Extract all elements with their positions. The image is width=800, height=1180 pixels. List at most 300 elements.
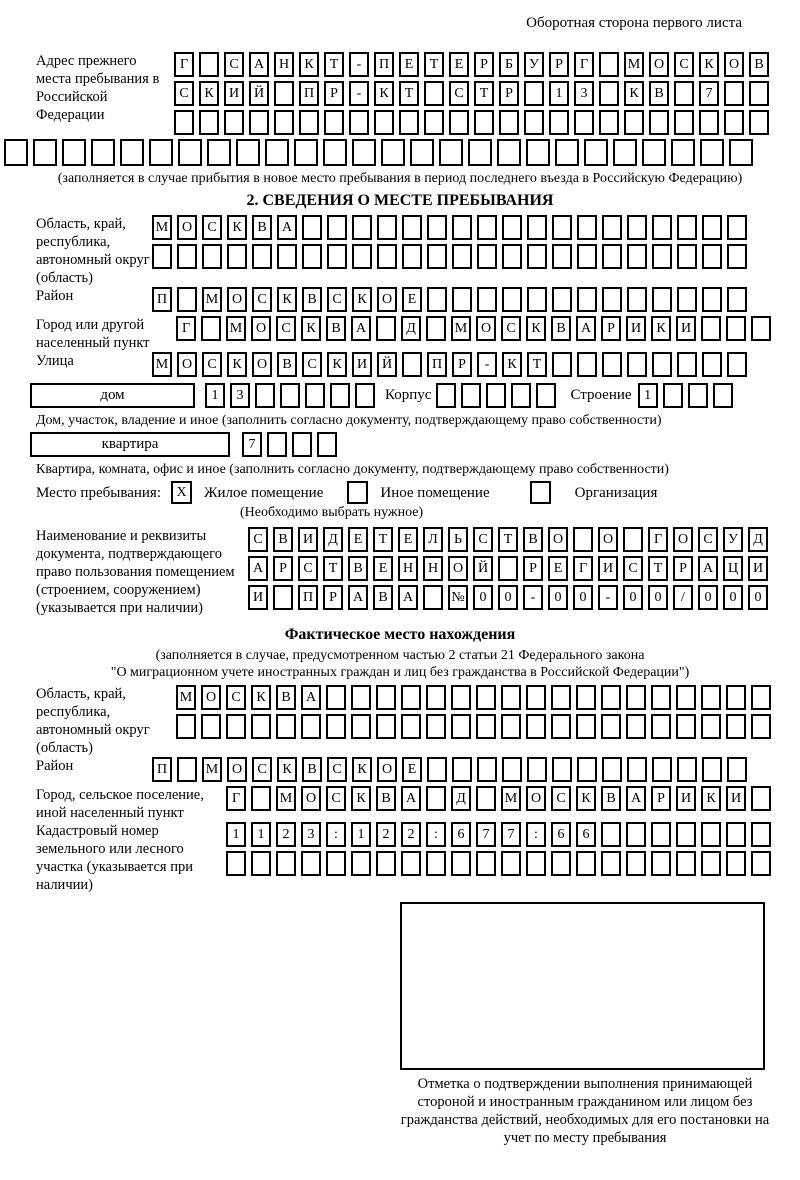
stamp-box: [400, 902, 765, 1070]
fact-city-label: Город, сельское поселение, иной населенный пункт: [36, 787, 204, 821]
char-cell: [427, 244, 447, 269]
char-cell: [177, 757, 197, 782]
char-cell: [299, 110, 319, 135]
fact-city-row: [0, 786, 800, 822]
char-cell: И: [298, 527, 318, 552]
char-cell: 2: [401, 822, 421, 847]
char-cell: [477, 244, 497, 269]
char-cell: К: [701, 786, 721, 811]
char-cell: О: [377, 757, 397, 782]
char-cell: Т: [498, 527, 518, 552]
char-cell: Е: [373, 556, 393, 581]
char-cell: А: [626, 786, 646, 811]
char-cell: [549, 110, 569, 135]
char-cell: Р: [452, 352, 472, 377]
char-cell: [402, 244, 422, 269]
char-cell: О: [377, 287, 397, 312]
char-cell: [477, 215, 497, 240]
char-cell: [577, 244, 597, 269]
char-cell: В: [273, 527, 293, 552]
char-cell: [277, 244, 297, 269]
char-cell: М: [226, 316, 246, 341]
char-cell: О: [598, 527, 618, 552]
char-cell: [427, 215, 447, 240]
char-cell: Р: [673, 556, 693, 581]
char-cell: [649, 110, 669, 135]
char-cell: Ь: [448, 527, 468, 552]
char-cell: [476, 714, 496, 739]
stay-type-label: Место пребывания:: [36, 484, 161, 501]
char-cell: М: [501, 786, 521, 811]
char-cell: 2: [376, 822, 396, 847]
char-cell: [452, 287, 472, 312]
char-cell: [227, 244, 247, 269]
char-cell: [511, 383, 531, 408]
char-cell: [302, 244, 322, 269]
char-cell: [452, 244, 472, 269]
char-cell: [4, 139, 28, 166]
char-cell: [701, 714, 721, 739]
fact-region-row: [0, 685, 800, 757]
char-cell: М: [152, 215, 172, 240]
char-cell: Т: [399, 81, 419, 106]
char-cell: 0: [723, 585, 743, 610]
char-cell: [177, 244, 197, 269]
char-cell: [599, 52, 619, 77]
char-cell: Б: [499, 52, 519, 77]
char-cell: [701, 316, 721, 341]
char-cell: [476, 851, 496, 876]
char-cell: К: [251, 685, 271, 710]
char-cell: О: [177, 352, 197, 377]
char-cell: [751, 786, 771, 811]
char-cell: [355, 383, 375, 408]
char-cell: Е: [402, 757, 422, 782]
char-cell: [426, 851, 446, 876]
city-row: [0, 316, 800, 352]
fact-region-grid-row2: [176, 714, 771, 739]
char-cell: [424, 110, 444, 135]
char-cell: А: [576, 316, 596, 341]
char-cell: [627, 757, 647, 782]
char-cell: [573, 527, 593, 552]
char-cell: А: [398, 585, 418, 610]
char-cell: [502, 215, 522, 240]
stroenie-label: Строение: [570, 387, 632, 403]
char-cell: П: [427, 352, 447, 377]
char-cell: П: [152, 287, 172, 312]
document-grid-row3: [248, 585, 768, 610]
char-cell: [576, 714, 596, 739]
char-cell: [476, 786, 496, 811]
char-cell: [677, 352, 697, 377]
char-cell: [249, 110, 269, 135]
section2-title: 2. СВЕДЕНИЯ О МЕСТЕ ПРЕБЫВАНИЯ: [246, 192, 554, 209]
char-cell: 0: [548, 585, 568, 610]
char-cell: [301, 714, 321, 739]
char-cell: И: [676, 786, 696, 811]
char-cell: 0: [648, 585, 668, 610]
cadastral-grids: [226, 822, 771, 880]
char-cell: [410, 139, 434, 166]
stroenie-grid: [638, 383, 733, 408]
fact-region-label: Область, край, республика, автономный округ (область): [36, 686, 150, 756]
char-cell: 7: [476, 822, 496, 847]
char-cell: [251, 851, 271, 876]
char-cell: [577, 352, 597, 377]
char-cell: К: [352, 757, 372, 782]
char-cell: 0: [498, 585, 518, 610]
char-cell: С: [202, 215, 222, 240]
district-label: Район: [36, 288, 74, 304]
option-label-inoe: Иное помещение: [380, 484, 490, 501]
char-cell: 0: [698, 585, 718, 610]
char-cell: [552, 352, 572, 377]
korpus-label: Корпус: [385, 387, 432, 403]
char-cell: Д: [451, 786, 471, 811]
char-cell: [377, 244, 397, 269]
char-cell: [251, 786, 271, 811]
char-cell: С: [551, 786, 571, 811]
char-cell: С: [226, 685, 246, 710]
char-cell: [461, 383, 481, 408]
char-cell: [33, 139, 57, 166]
char-cell: К: [227, 215, 247, 240]
char-cell: [62, 139, 86, 166]
char-cell: [178, 139, 202, 166]
char-cell: [676, 822, 696, 847]
char-cell: [376, 316, 396, 341]
char-cell: [452, 215, 472, 240]
char-cell: [713, 383, 733, 408]
char-cell: О: [227, 757, 247, 782]
char-cell: [613, 139, 637, 166]
district-row: [0, 287, 800, 316]
char-cell: [526, 851, 546, 876]
char-cell: Й: [377, 352, 397, 377]
char-cell: [451, 714, 471, 739]
char-cell: [577, 757, 597, 782]
char-cell: К: [374, 81, 394, 106]
char-cell: Г: [174, 52, 194, 77]
char-cell: С: [674, 52, 694, 77]
char-cell: [700, 139, 724, 166]
house-caption: Дом, участок, владение и иное (заполнить согласно документу, подтверждающему право собственности): [36, 413, 662, 428]
char-cell: [326, 714, 346, 739]
char-cell: Г: [176, 316, 196, 341]
char-cell: 7: [242, 432, 262, 457]
char-cell: [327, 244, 347, 269]
char-cell: А: [277, 215, 297, 240]
char-cell: 1: [549, 81, 569, 106]
char-cell: [377, 215, 397, 240]
char-cell: -: [349, 81, 369, 106]
char-cell: К: [502, 352, 522, 377]
char-cell: 3: [574, 81, 594, 106]
char-cell: [202, 244, 222, 269]
char-cell: [536, 383, 556, 408]
char-cell: [292, 432, 312, 457]
char-cell: [423, 585, 443, 610]
char-cell: [599, 110, 619, 135]
char-cell: [436, 383, 456, 408]
char-cell: Р: [323, 585, 343, 610]
char-cell: [751, 851, 771, 876]
char-cell: [376, 851, 396, 876]
document-row: [0, 527, 800, 617]
char-cell: [751, 685, 771, 710]
char-cell: [352, 215, 372, 240]
char-cell: [527, 757, 547, 782]
char-cell: [401, 685, 421, 710]
char-cell: [577, 287, 597, 312]
char-cell: [699, 110, 719, 135]
char-cell: [280, 383, 300, 408]
char-cell: 3: [230, 383, 250, 408]
char-cell: [477, 287, 497, 312]
char-cell: [351, 714, 371, 739]
char-cell: Н: [423, 556, 443, 581]
char-cell: [677, 215, 697, 240]
char-cell: [120, 139, 144, 166]
char-cell: Т: [527, 352, 547, 377]
char-cell: О: [448, 556, 468, 581]
char-cell: 2: [276, 822, 296, 847]
char-cell: О: [177, 215, 197, 240]
street-label: Улица: [36, 353, 74, 369]
char-cell: -: [523, 585, 543, 610]
char-cell: [652, 287, 672, 312]
char-cell: В: [277, 352, 297, 377]
char-cell: О: [649, 52, 669, 77]
char-cell: [551, 851, 571, 876]
char-cell: [226, 714, 246, 739]
char-cell: [199, 110, 219, 135]
char-cell: [177, 287, 197, 312]
char-cell: [601, 851, 621, 876]
char-cell: С: [449, 81, 469, 106]
char-cell: -: [598, 585, 618, 610]
char-cell: В: [376, 786, 396, 811]
char-cell: /: [673, 585, 693, 610]
document-label: Наименование и реквизиты документа, подтверждающего право пользования помещением (строением, сооружением) (указывается при наличии): [36, 528, 235, 616]
char-cell: М: [202, 757, 222, 782]
char-cell: [501, 851, 521, 876]
char-cell: [376, 714, 396, 739]
prev-address-grids: [174, 52, 769, 139]
char-cell: [663, 383, 683, 408]
char-cell: О: [252, 352, 272, 377]
char-cell: [751, 714, 771, 739]
char-cell: [274, 81, 294, 106]
char-cell: [727, 215, 747, 240]
char-cell: 1: [351, 822, 371, 847]
char-cell: [476, 685, 496, 710]
checkbox-zhiloe-pomeshchenie: X: [171, 481, 192, 504]
char-cell: И: [598, 556, 618, 581]
char-cell: [449, 110, 469, 135]
char-cell: А: [348, 585, 368, 610]
char-cell: О: [201, 685, 221, 710]
char-cell: [501, 714, 521, 739]
char-cell: [651, 851, 671, 876]
city-label: Город или другой населенный пункт: [36, 317, 150, 351]
char-cell: К: [526, 316, 546, 341]
char-cell: [374, 110, 394, 135]
fact-district-row: [0, 757, 800, 786]
char-cell: К: [299, 52, 319, 77]
char-cell: С: [623, 556, 643, 581]
char-cell: [226, 851, 246, 876]
char-cell: С: [302, 352, 322, 377]
char-cell: [426, 685, 446, 710]
char-cell: [499, 110, 519, 135]
char-cell: [468, 139, 492, 166]
char-cell: К: [327, 352, 347, 377]
stay-type-note: (Необходимо выбрать нужное): [240, 505, 424, 520]
char-cell: К: [227, 352, 247, 377]
char-cell: А: [401, 786, 421, 811]
char-cell: [555, 139, 579, 166]
korpus-grid: [436, 383, 556, 408]
fact-region-grid-row1: [176, 685, 771, 710]
char-cell: О: [476, 316, 496, 341]
char-cell: С: [276, 316, 296, 341]
char-cell: И: [224, 81, 244, 106]
char-cell: С: [224, 52, 244, 77]
char-cell: [149, 139, 173, 166]
char-cell: [502, 244, 522, 269]
char-cell: К: [699, 52, 719, 77]
char-cell: [427, 287, 447, 312]
char-cell: [626, 714, 646, 739]
char-cell: И: [676, 316, 696, 341]
char-cell: [652, 244, 672, 269]
fact-title: Фактическое место нахождения: [284, 626, 516, 643]
char-cell: [402, 215, 422, 240]
char-cell: 6: [551, 822, 571, 847]
char-cell: У: [723, 527, 743, 552]
char-cell: В: [252, 215, 272, 240]
char-cell: Р: [601, 316, 621, 341]
char-cell: [627, 244, 647, 269]
char-cell: [276, 851, 296, 876]
char-cell: Д: [323, 527, 343, 552]
char-cell: [91, 139, 115, 166]
char-cell: [323, 139, 347, 166]
prev-address-grid-row4: [4, 139, 800, 166]
char-cell: [201, 714, 221, 739]
char-cell: [702, 352, 722, 377]
char-cell: О: [227, 287, 247, 312]
char-cell: Г: [574, 52, 594, 77]
char-cell: [749, 110, 769, 135]
char-cell: [399, 110, 419, 135]
char-cell: [152, 244, 172, 269]
char-cell: [502, 287, 522, 312]
char-cell: [349, 110, 369, 135]
apartment-box: квартира: [30, 432, 230, 457]
char-cell: [574, 110, 594, 135]
checkbox-inoe-pomeshchenie: [347, 481, 368, 504]
char-cell: [652, 215, 672, 240]
char-cell: :: [526, 822, 546, 847]
char-cell: М: [176, 685, 196, 710]
char-cell: [427, 757, 447, 782]
char-cell: А: [249, 52, 269, 77]
char-cell: М: [152, 352, 172, 377]
char-cell: С: [698, 527, 718, 552]
char-cell: [576, 685, 596, 710]
char-cell: [626, 822, 646, 847]
char-cell: 7: [501, 822, 521, 847]
apartment-grid: [242, 432, 337, 457]
char-cell: Н: [274, 52, 294, 77]
char-cell: [526, 139, 550, 166]
region-label: Область, край, республика, автономный округ (область): [36, 216, 150, 286]
char-cell: [623, 527, 643, 552]
char-cell: [601, 822, 621, 847]
char-cell: А: [301, 685, 321, 710]
prev-address-label: Адрес прежнего места пребывания в Российской Федерации: [36, 53, 160, 123]
char-cell: [702, 287, 722, 312]
char-cell: [274, 110, 294, 135]
char-cell: [701, 822, 721, 847]
page-corner-note: Оборотная сторона первого листа: [526, 15, 742, 31]
char-cell: В: [649, 81, 669, 106]
char-cell: [602, 352, 622, 377]
char-cell: С: [248, 527, 268, 552]
char-cell: К: [199, 81, 219, 106]
char-cell: К: [277, 757, 297, 782]
prev-address-block: [0, 52, 800, 139]
char-cell: И: [748, 556, 768, 581]
char-cell: В: [373, 585, 393, 610]
char-cell: [501, 685, 521, 710]
char-cell: В: [749, 52, 769, 77]
char-cell: О: [724, 52, 744, 77]
apartment-row: [0, 432, 800, 461]
char-cell: И: [248, 585, 268, 610]
fact-district-label: Район: [36, 758, 74, 774]
stay-type-row: [0, 481, 800, 504]
char-cell: Р: [651, 786, 671, 811]
char-cell: [599, 81, 619, 106]
char-cell: М: [451, 316, 471, 341]
char-cell: [726, 714, 746, 739]
char-cell: М: [624, 52, 644, 77]
prev-address-grid-row1: [174, 52, 769, 77]
char-cell: [401, 851, 421, 876]
char-cell: [426, 786, 446, 811]
char-cell: [224, 110, 244, 135]
char-cell: [677, 287, 697, 312]
char-cell: Ц: [723, 556, 743, 581]
fact-caption-line2: "О миграционном учете иностранных граждан и лиц без гражданства в Российской Федерации"): [110, 665, 690, 680]
char-cell: [301, 851, 321, 876]
cadastral-grid-row2: [226, 851, 771, 876]
char-cell: [727, 287, 747, 312]
char-cell: Г: [226, 786, 246, 811]
char-cell: 1: [638, 383, 658, 408]
char-cell: [451, 851, 471, 876]
char-cell: [576, 851, 596, 876]
option-label-organizatsiya: Организация: [574, 484, 658, 501]
char-cell: [526, 714, 546, 739]
char-cell: [676, 685, 696, 710]
char-cell: [199, 52, 219, 77]
char-cell: [626, 851, 646, 876]
